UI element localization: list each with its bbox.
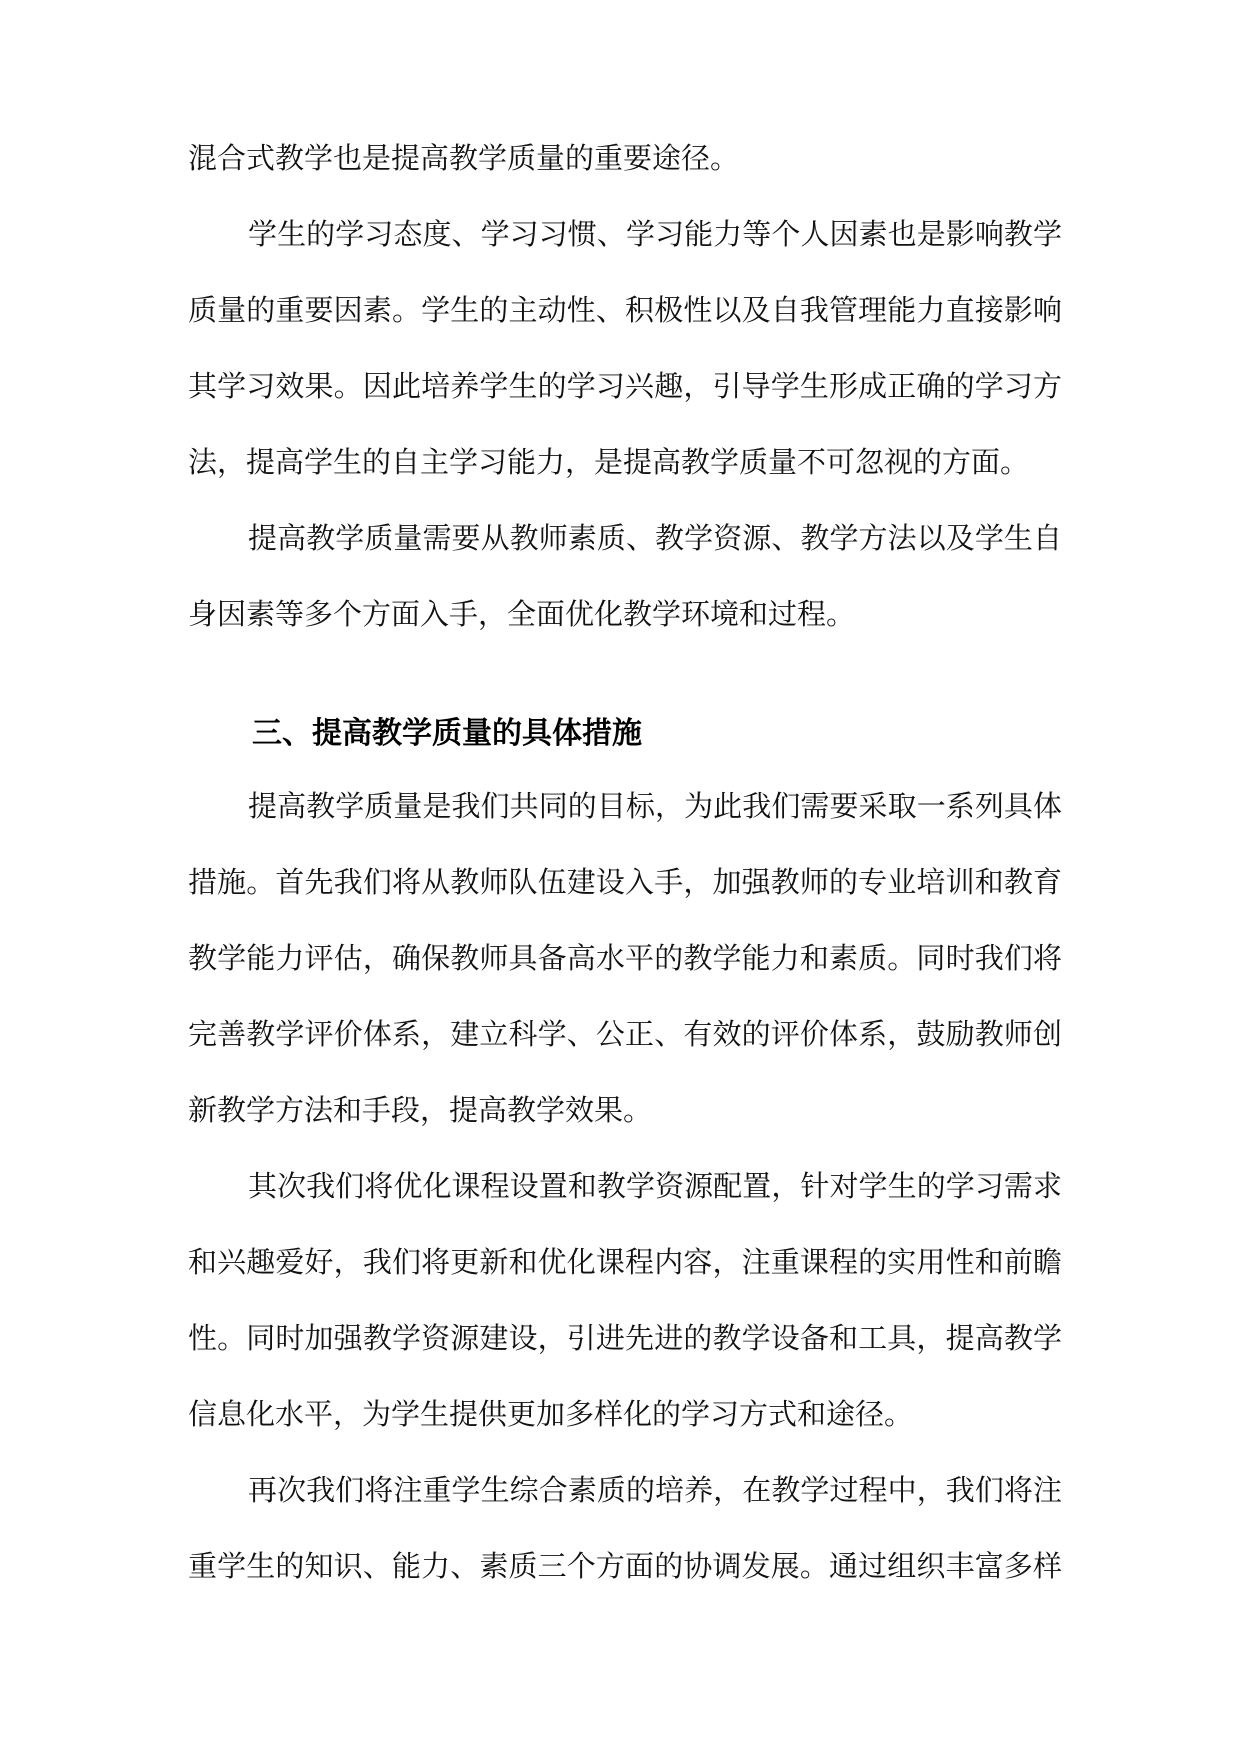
text-line: 措施。首先我们将从教师队伍建设入手，加强教师的专业培训和教育 <box>188 865 1062 899</box>
paragraph-first-line: 其次我们将优化课程设置和教学资源配置，针对学生的学习需求 <box>248 1169 1062 1203</box>
text-line: 和兴趣爱好，我们将更新和优化课程内容，注重课程的实用性和前瞻 <box>188 1245 1062 1279</box>
text-line: 质量的重要因素。学生的主动性、积极性以及自我管理能力直接影响 <box>188 293 1062 327</box>
paragraph-first-line: 提高教学质量是我们共同的目标，为此我们需要采取一系列具体 <box>248 789 1062 823</box>
text-line: 信息化水平，为学生提供更加多样化的学习方式和途径。 <box>188 1397 914 1431</box>
paragraph-first-line: 学生的学习态度、学习习惯、学习能力等个人因素也是影响教学 <box>248 217 1062 251</box>
text-line: 身因素等多个方面入手，全面优化教学环境和过程。 <box>188 597 856 631</box>
section-heading: 三、提高教学质量的具体措施 <box>252 716 642 751</box>
text-line: 其学习效果。因此培养学生的学习兴趣，引导学生形成正确的学习方 <box>188 369 1062 403</box>
text-line: 重学生的知识、能力、素质三个方面的协调发展。通过组织丰富多样 <box>188 1549 1062 1583</box>
text-line: 法，提高学生的自主学习能力，是提高教学质量不可忽视的方面。 <box>188 445 1030 479</box>
paragraph-first-line: 再次我们将注重学生综合素质的培养，在教学过程中，我们将注 <box>248 1473 1062 1507</box>
text-line: 教学能力评估，确保教师具备高水平的教学能力和素质。同时我们将 <box>188 941 1062 975</box>
text-line: 性。同时加强教学资源建设，引进先进的教学设备和工具，提高教学 <box>188 1321 1062 1355</box>
paragraph-first-line: 提高教学质量需要从教师素质、教学资源、教学方法以及学生自 <box>248 521 1062 555</box>
text-line: 混合式教学也是提高教学质量的重要途径。 <box>188 141 740 175</box>
text-line: 新教学方法和手段，提高教学效果。 <box>188 1093 653 1127</box>
text-line: 完善教学评价体系，建立科学、公正、有效的评价体系，鼓励教师创 <box>188 1017 1062 1051</box>
